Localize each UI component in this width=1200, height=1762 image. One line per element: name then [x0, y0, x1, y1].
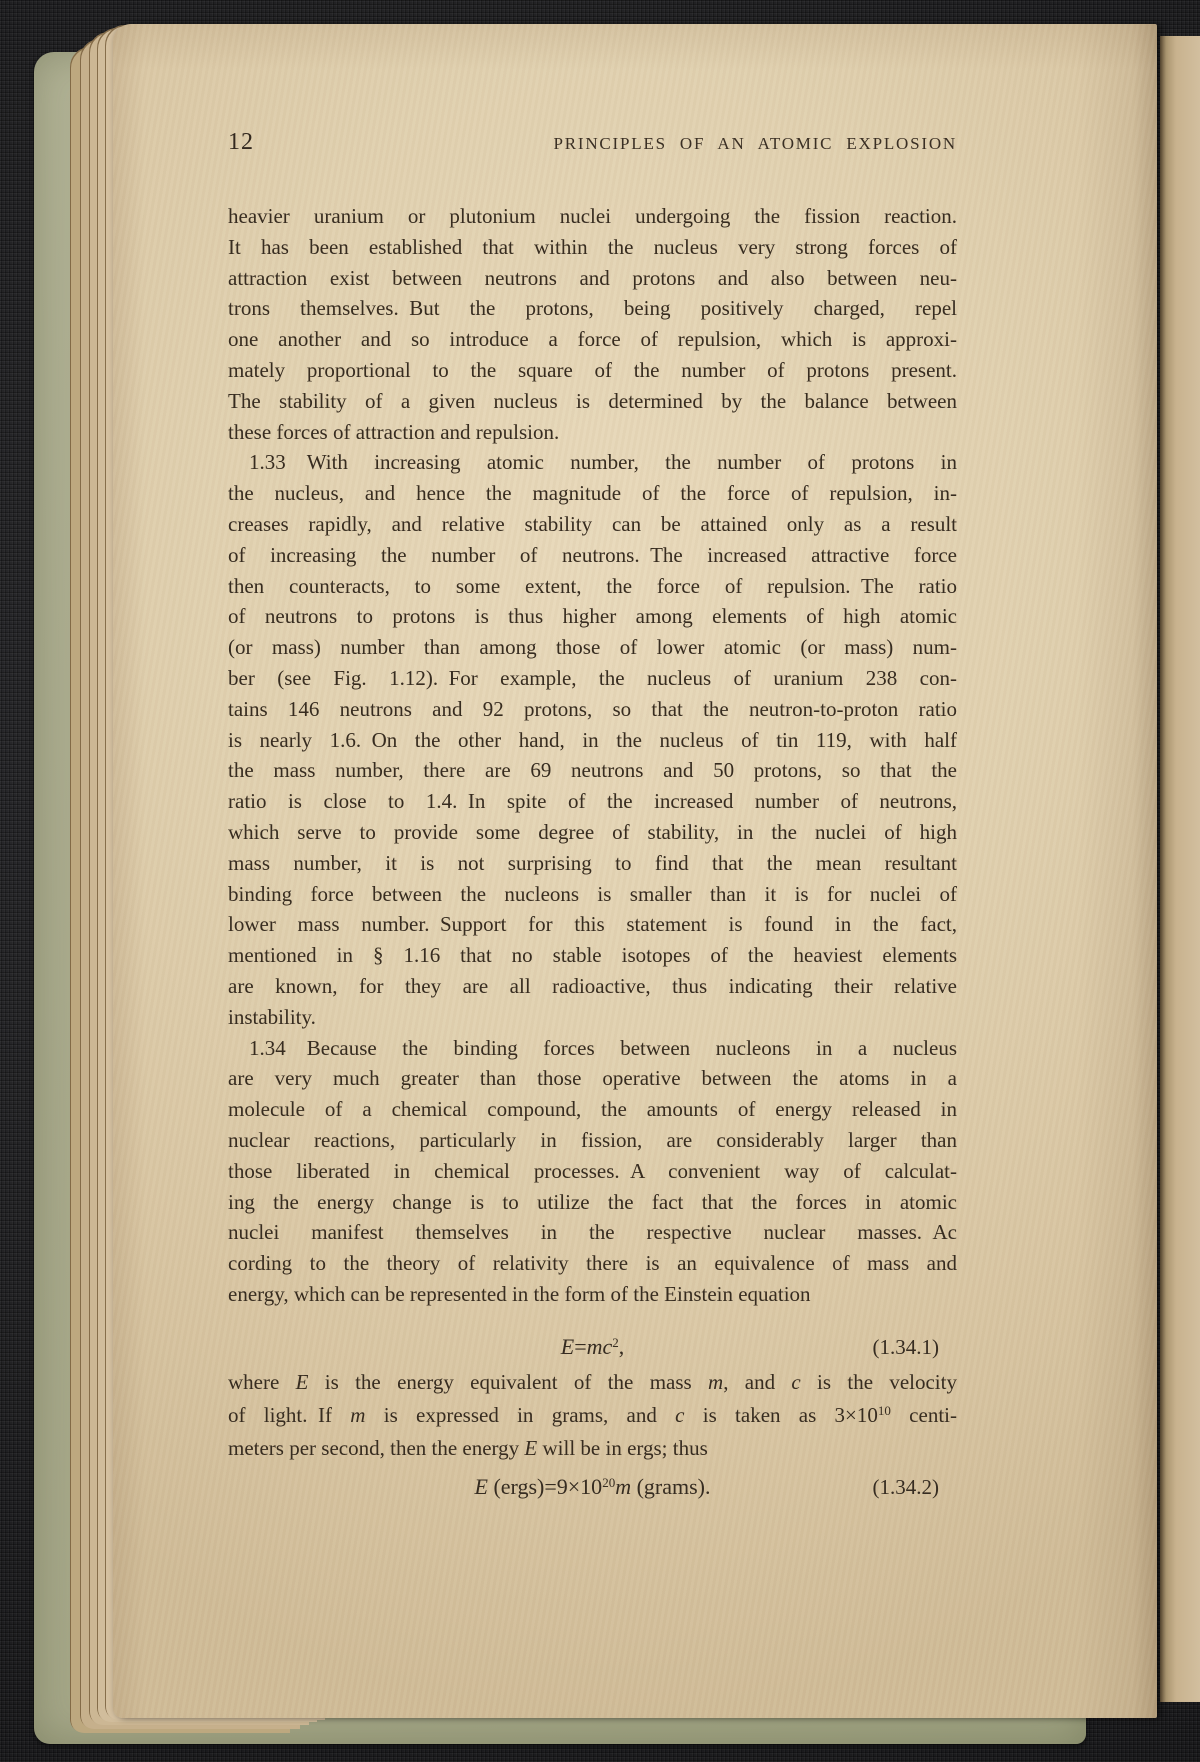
text-line: meters per second, then the energy E will be in ergs; thus [228, 1435, 708, 1460]
equation-2-body: E $(ergs)=9\times 10^{20}m$ (grams). [474, 1473, 711, 1499]
text-line: of neutrons to protons is thus higher among elements of high atomic [228, 604, 957, 629]
text-line: nuclear reactions, particularly in fission, are considerably larger than [228, 1127, 957, 1152]
text-line: The stability of a given nucleus is determined by the balance between [228, 388, 957, 413]
running-header: PRINCIPLES OF AN ATOMIC EXPLOSION [553, 134, 957, 153]
text-line: creases rapidly, and relative stability can be attained only as a result [228, 511, 957, 536]
text-line: ratio is close to 1.4. In spite of the increased number of neutrons, [228, 789, 957, 814]
page-number: 12 [228, 129, 254, 155]
equation-1-body: $E=mc^2$, [560, 1333, 625, 1359]
equation-2 [228, 1471, 957, 1503]
body-text [228, 201, 957, 1310]
text-line: these forces of attraction and repulsion. [228, 419, 560, 444]
text-line: mass number, it is not surprising to find that the mean resultant [228, 850, 957, 875]
text-line: energy, which can be represented in the form of the Einstein equation [228, 1281, 811, 1306]
equation-1 [228, 1331, 957, 1363]
text-line: those liberated in chemical processes. A convenient way of calculat- [228, 1158, 957, 1183]
text-line: mately proportional to the square of the number of protons present. [228, 357, 957, 382]
equation-1-number: (1.34.1) [872, 1334, 939, 1359]
text-line: binding force between the nucleons is smaller than it is for nuclei of [228, 881, 957, 906]
text-line: the nucleus, and hence the magnitude of the force of repulsion, in- [228, 481, 957, 506]
text-line: ing the energy change is to utilize the fact that the forces in atomic [228, 1189, 957, 1214]
text-line: 1.34 Because the binding forces between nucleons in a nucleus [249, 1035, 957, 1060]
text-line: cording to the theory of relativity there is an equivalence of mass and [228, 1251, 957, 1276]
text-line: trons themselves. But the protons, being positively charged, repel [228, 296, 957, 321]
text-line: lower mass number. Support for this statement is found in the fact, [228, 912, 957, 937]
text-line: mentioned in § 1.16 that no stable isotopes of the heaviest elements [228, 943, 957, 968]
equation-2-number: (1.34.2) [872, 1474, 939, 1499]
text-line: instability. [228, 1004, 316, 1029]
text-line: molecule of a chemical compound, the amounts of energy released in [228, 1097, 957, 1122]
text-line: 1.33 With increasing atomic number, the number of protons in [249, 450, 957, 475]
text-line: where E is the energy equivalent of the mass m, and c is the velocity [228, 1369, 957, 1394]
text-line: ber (see Fig. 1.12). For example, the nucleus of uranium 238 con- [228, 665, 957, 690]
text-line: which serve to provide some degree of stability, in the nuclei of high [228, 819, 957, 844]
text-line: tains 146 neutrons and 92 protons, so that the neutron-to-proton ratio [228, 696, 957, 721]
next-page-edge [1160, 36, 1200, 1702]
text-line: attraction exist between neutrons and protons and also between neu- [228, 265, 957, 290]
text-line: of light. If m is expressed in grams, and c is taken as $3\times 10^{10}$ centi- [228, 1402, 957, 1427]
text-line: is nearly 1.6. On the other hand, in the nucleus of tin 119, with half [228, 727, 957, 752]
text-line: heavier uranium or plutonium nuclei undergoing the fission reaction. [228, 204, 957, 228]
book-page [113, 24, 1157, 1718]
text-line: are very much greater than those operative between the atoms in a [228, 1066, 957, 1091]
text-line: are known, for they are all radioactive, thus indicating their relative [228, 973, 957, 998]
text-line: It has been established that within the nucleus very strong forces of [228, 234, 957, 259]
body-text-after-equation [228, 1366, 957, 1465]
text-line: one another and so introduce a force of repulsion, which is approxi- [228, 327, 957, 352]
text-line: of increasing the number of neutrons. The increased attractive force [228, 542, 957, 567]
text-line: nuclei manifest themselves in the respective nuclear masses. Ac [228, 1220, 957, 1245]
page-header [228, 129, 957, 160]
text-line: then counteracts, to some extent, the force of repulsion. The ratio [228, 573, 957, 598]
text-line: the mass number, there are 69 neutrons and 50 protons, so that the [228, 758, 957, 783]
text-line: (or mass) number than among those of lower atomic (or mass) num- [228, 635, 957, 660]
